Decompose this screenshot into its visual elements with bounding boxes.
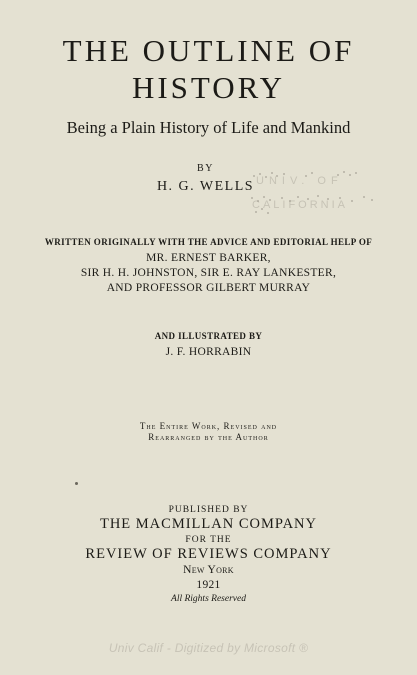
- illustrator-name: J. F. HORRABIN: [165, 346, 252, 358]
- ink-speck: [75, 482, 78, 485]
- author-name: H. G. WELLS: [156, 179, 255, 194]
- co-publisher-name: REVIEW OF REVIEWS COMPANY: [85, 546, 332, 562]
- svg-text:UNIV. OF: UNIV. OF: [256, 175, 343, 187]
- collaborator-line-2: SIR H. H. JOHNSTON, SIR E. RAY LANKESTER,: [80, 267, 337, 279]
- for-the-label: FOR THE: [185, 535, 232, 545]
- book-subtitle: Being a Plain History of Life and Mankind: [66, 118, 351, 137]
- revision-note-line-1: The Entire Work, Revised and: [139, 421, 278, 431]
- illustrated-note: AND ILLUSTRATED BY: [154, 331, 263, 341]
- digitization-watermark: Univ Calif - Digitized by Microsoft ®: [108, 641, 309, 655]
- collaborator-line-3: AND PROFESSOR GILBERT MURRAY: [106, 282, 311, 294]
- publisher-city: New York: [183, 564, 234, 576]
- svg-text:CALIFORNIA: CALIFORNIA: [252, 199, 349, 211]
- book-title-line-2: HISTORY: [131, 70, 286, 105]
- collaborator-line-1: MR. ERNEST BARKER,: [146, 252, 271, 264]
- by-label: BY: [197, 163, 214, 174]
- publisher-name: THE MACMILLAN COMPANY: [99, 516, 318, 532]
- library-stamp: [246, 168, 386, 218]
- rights-notice: All Rights Reserved: [171, 594, 246, 604]
- publication-year: 1921: [196, 579, 221, 591]
- published-by-label: PUBLISHED BY: [168, 505, 249, 515]
- written-note: WRITTEN ORIGINALLY WITH THE ADVICE AND EDITORIAL HELP OF: [44, 237, 373, 247]
- book-title-line-1: THE OUTLINE OF: [62, 33, 355, 68]
- revision-note-line-2: Rearranged by the Author: [148, 432, 269, 442]
